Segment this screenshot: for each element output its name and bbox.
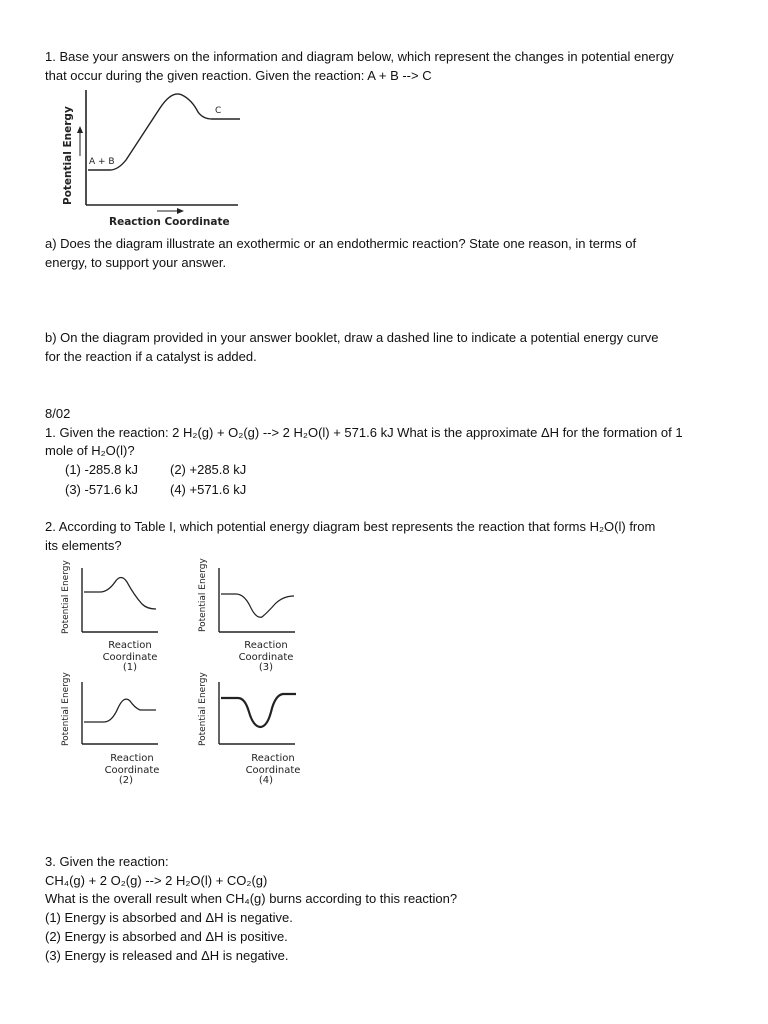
q1-x-label: Reaction Coordinate [109, 216, 230, 228]
q2-choice-4: (4) +571.6 kJ [170, 482, 247, 497]
q3-diagram-1 [61, 560, 158, 673]
q3-diagram-2 [61, 672, 159, 786]
q3-diagram-3 [198, 558, 295, 673]
q1-intro-line2: that occur during the given reaction. Given the reaction: A + B --> C [45, 68, 432, 83]
q1-y-label: Potential Energy [62, 106, 74, 205]
q3-d2-x-line2: Coordinate [104, 765, 160, 776]
q3-d4-curve [221, 694, 296, 727]
q1-intro-line1: 1. Base your answers on the information and diagram below, which represent the changes in potential energy [45, 49, 674, 64]
q1-b-line1: b) On the diagram provided in your answer booklet, draw a dashed line to indicate a potential energy curve [45, 330, 659, 345]
q2-choice-1: (1) -285.8 kJ [65, 462, 138, 477]
q3-d3-number: (3) [258, 662, 274, 673]
q4-line3: What is the overall result when CH₄(g) burns according to this reaction? [45, 891, 458, 906]
q3-d1-x-line2: Coordinate [102, 652, 158, 663]
q2-line2: mole of H₂O(l)? [45, 443, 135, 458]
q3-d3-y-label: Potential Energy [198, 558, 208, 632]
q3-line2: its elements? [45, 538, 122, 553]
q3-d3-x-line1: Reaction [244, 640, 288, 651]
q4-choice-1: (1) Energy is absorbed and ΔH is negative. [45, 910, 293, 925]
q3-d4-x-line1: Reaction [251, 753, 295, 764]
q4-line1: 3. Given the reaction: [45, 854, 169, 869]
q3-d3-x-line2: Coordinate [238, 652, 294, 663]
q1-product-label: C [215, 106, 222, 116]
q3-d2-number: (2) [118, 775, 134, 786]
q1-reactants-label: A + B [89, 157, 115, 167]
q4-choice-2: (2) Energy is absorbed and ΔH is positive. [45, 929, 288, 944]
q1-a-line2: energy, to support your answer. [45, 255, 227, 270]
q3-d2-curve [84, 699, 156, 722]
q3-d4-number: (4) [258, 775, 274, 786]
q3-d1-y-label: Potential Energy [61, 560, 71, 634]
exam-date: 8/02 [45, 406, 71, 421]
q4-line2: CH₄(g) + 2 O₂(g) --> 2 H₂O(l) + CO₂(g) [45, 873, 268, 888]
q2-choice-2: (2) +285.8 kJ [170, 462, 247, 477]
q3-d3-curve [221, 594, 294, 617]
q2-choice-3: (3) -571.6 kJ [65, 482, 138, 497]
q4-choice-3: (3) Energy is released and ΔH is negative. [45, 948, 289, 963]
q1-a-line1: a) Does the diagram illustrate an exothermic or an endothermic reaction? State one reason, in terms of [45, 236, 637, 251]
q2-line1: 1. Given the reaction: 2 H₂(g) + O₂(g) --> 2 H₂O(l) + 571.6 kJ What is the approximate ΔH for the formation of 1 [45, 425, 683, 440]
q3-d1-number: (1) [122, 662, 138, 673]
q3-d2-x-line1: Reaction [110, 753, 154, 764]
q3-d1-curve [84, 578, 156, 610]
q3-diagram-4 [198, 672, 300, 786]
q3-d2-y-label: Potential Energy [61, 672, 71, 746]
q3-line1: 2. According to Table I, which potential energy diagram best represents the reaction that forms H₂O(l) from [45, 519, 656, 534]
q1-b-line2: for the reaction if a catalyst is added. [45, 349, 257, 364]
q3-d4-x-line2: Coordinate [245, 765, 301, 776]
q3-d1-x-line1: Reaction [108, 640, 152, 651]
q3-d4-y-label: Potential Energy [198, 672, 208, 746]
